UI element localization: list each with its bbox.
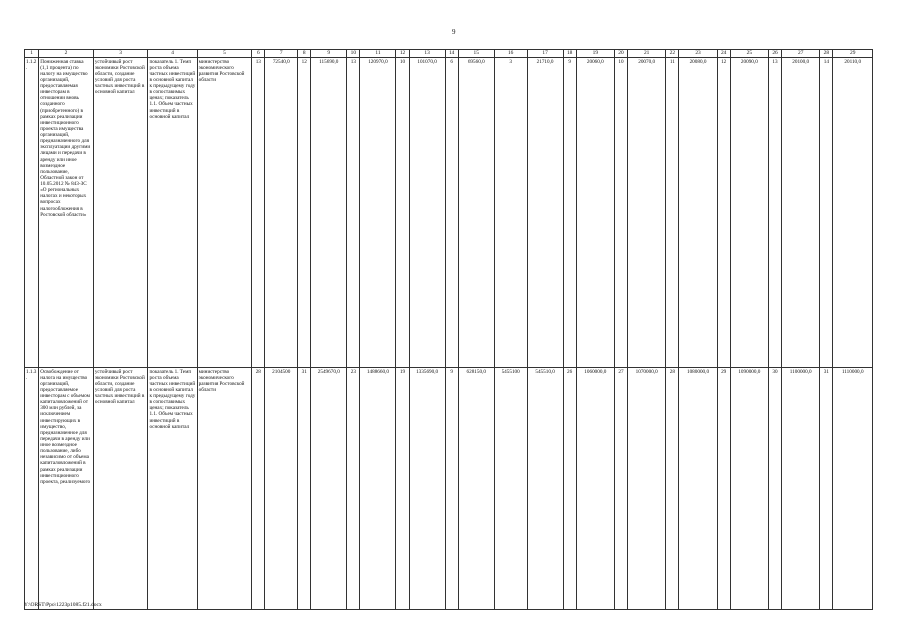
table-cell: показатель 1. Темп роста объема частных инвестиций в основной капитал к предыдущему году в сопоставимых ценах; показатель 1.1. Объем частных инвестиций в основной капитал bbox=[148, 58, 197, 368]
table-cell: 69560,0 bbox=[458, 58, 494, 368]
column-number-cell: 13 bbox=[409, 50, 445, 58]
column-number-cell: 23 bbox=[679, 50, 717, 58]
table-cell: 9 bbox=[445, 368, 458, 610]
table-cell: 21710,0 bbox=[527, 58, 563, 368]
table-cell: 1335690,0 bbox=[409, 368, 445, 610]
table-cell: 28 bbox=[252, 368, 265, 610]
table-cell: министерство экономического развития Ростовской области bbox=[197, 368, 252, 610]
column-number-cell: 2 bbox=[39, 50, 94, 58]
table-cell: 12 bbox=[717, 58, 730, 368]
table-cell: 26 bbox=[563, 368, 576, 610]
table-cell: 28 bbox=[666, 368, 679, 610]
column-number-cell: 4 bbox=[148, 50, 197, 58]
page-number: 9 bbox=[452, 28, 456, 36]
table-cell: 545510,0 bbox=[527, 368, 563, 610]
table-cell: 2549670,0 bbox=[311, 368, 347, 610]
table-cell: 115690,0 bbox=[311, 58, 347, 368]
table-cell: 6 bbox=[445, 58, 458, 368]
table-cell: 72540,0 bbox=[265, 58, 298, 368]
table-cell: 1488660,0 bbox=[360, 368, 396, 610]
column-number-cell: 18 bbox=[563, 50, 576, 58]
table-cell: 10 bbox=[614, 58, 627, 368]
table-cell: 20060,0 bbox=[576, 58, 614, 368]
table-cell: 5455100 bbox=[494, 368, 527, 610]
table-cell: 10 bbox=[396, 58, 409, 368]
column-number-cell: 27 bbox=[782, 50, 820, 58]
table-cell: 19 bbox=[396, 368, 409, 610]
table-cell: 12 bbox=[298, 58, 311, 368]
column-number-cell: 28 bbox=[820, 50, 833, 58]
column-number-cell: 15 bbox=[458, 50, 494, 58]
column-number-cell: 6 bbox=[252, 50, 265, 58]
column-number-cell: 10 bbox=[347, 50, 360, 58]
table-cell: 3 bbox=[494, 58, 527, 368]
column-number-cell: 8 bbox=[298, 50, 311, 58]
column-number-cell: 17 bbox=[527, 50, 563, 58]
table-cell: показатель 1. Темп роста объема частных инвестиций в основной капитал к предыдущему году в сопоставимых ценах; показатель 1.1. Объем частных инвестиций в основной капитал bbox=[148, 368, 197, 610]
table-cell: 1.1.2. bbox=[25, 58, 39, 368]
column-number-cell: 25 bbox=[730, 50, 768, 58]
table-cell: 31 bbox=[298, 368, 311, 610]
table-cell: 1.1.3. bbox=[25, 368, 39, 610]
column-number-cell: 29 bbox=[833, 50, 873, 58]
table-cell: 2104500 bbox=[265, 368, 298, 610]
table-row bbox=[25, 58, 873, 368]
table-cell: 14 bbox=[820, 58, 833, 368]
column-number-cell: 5 bbox=[197, 50, 252, 58]
table-cell: устойчивый рост экономики Ростовской области, создание условий для роста частных инвестиций в основной капитал bbox=[93, 368, 148, 610]
table-cell: 13 bbox=[347, 58, 360, 368]
table-cell: 13 bbox=[768, 58, 781, 368]
table-cell: 9 bbox=[563, 58, 576, 368]
table-cell: 27 bbox=[614, 368, 627, 610]
column-number-cell: 24 bbox=[717, 50, 730, 58]
table-cell: 1110000,0 bbox=[833, 368, 873, 610]
column-number-cell: 11 bbox=[360, 50, 396, 58]
footer-file-path: Y:\ORST\Ppo\1223p1085.f21.docx bbox=[24, 602, 102, 608]
table-cell: 20100,0 bbox=[782, 58, 820, 368]
table-cell: 1090000,0 bbox=[730, 368, 768, 610]
table-cell: 13 bbox=[252, 58, 265, 368]
table-cell: министерство экономического развития Ростовской области bbox=[197, 58, 252, 368]
column-number-cell: 1 bbox=[25, 50, 39, 58]
table-cell: 20070,0 bbox=[628, 58, 666, 368]
table-row bbox=[25, 368, 873, 610]
table-cell: 1070000,0 bbox=[628, 368, 666, 610]
table-cell: устойчивый рост экономики Ростовской области, создание условий для роста частных инвестиций в основной капитал bbox=[93, 58, 148, 368]
column-number-cell: 22 bbox=[666, 50, 679, 58]
column-number-cell: 3 bbox=[93, 50, 148, 58]
table-cell: Освобождение от налога на имущество организаций, предоставляемое инвесторам с объемом капиталовложений от 300 млн рублей, за исключением инвестирующих в имущество, предназначенное для передачи в аренду или иное возмездное пользование, либо независимо от объема капиталовложений в рамках реализации инвестиционного проекта, реализуемого bbox=[39, 368, 94, 610]
column-number-cell: 16 bbox=[494, 50, 527, 58]
table-cell: 20090,0 bbox=[730, 58, 768, 368]
column-number-cell: 9 bbox=[311, 50, 347, 58]
column-number-cell: 14 bbox=[445, 50, 458, 58]
table-cell: 1060000,0 bbox=[576, 368, 614, 610]
table-cell: 120970,0 bbox=[360, 58, 396, 368]
table-cell: 1080000,0 bbox=[679, 368, 717, 610]
column-number-cell: 20 bbox=[614, 50, 627, 58]
column-number-row bbox=[25, 50, 873, 58]
table-cell: 1100000,0 bbox=[782, 368, 820, 610]
table-cell: 20110,0 bbox=[833, 58, 873, 368]
table-cell: 31 bbox=[820, 368, 833, 610]
table-cell: 20080,0 bbox=[679, 58, 717, 368]
table-cell: Пониженная ставка (1,1 процента) по налогу на имущество организаций, предоставляемая инвесторам в отношении вновь созданного (приобретенного) в рамках реализации инвестиционного проекта имущества организаций, предназначенного для эксплуатации другими лицами и передачи в аренду или иное возмездное пользование, Областной закон от 10.05.2012 № 843-ЗС «О региональных налогах и некоторых вопросах налогообложения в Ростовской области» bbox=[39, 58, 94, 368]
table-cell: 11 bbox=[666, 58, 679, 368]
table-cell: 29 bbox=[717, 368, 730, 610]
column-number-cell: 19 bbox=[576, 50, 614, 58]
column-number-cell: 21 bbox=[628, 50, 666, 58]
column-number-cell: 26 bbox=[768, 50, 781, 58]
column-number-cell: 12 bbox=[396, 50, 409, 58]
column-number-cell: 7 bbox=[265, 50, 298, 58]
table-cell: 23 bbox=[347, 368, 360, 610]
table-cell: 30 bbox=[768, 368, 781, 610]
table-cell: 101070,0 bbox=[409, 58, 445, 368]
budget-table bbox=[24, 49, 873, 610]
table-cell: 628150,0 bbox=[458, 368, 494, 610]
